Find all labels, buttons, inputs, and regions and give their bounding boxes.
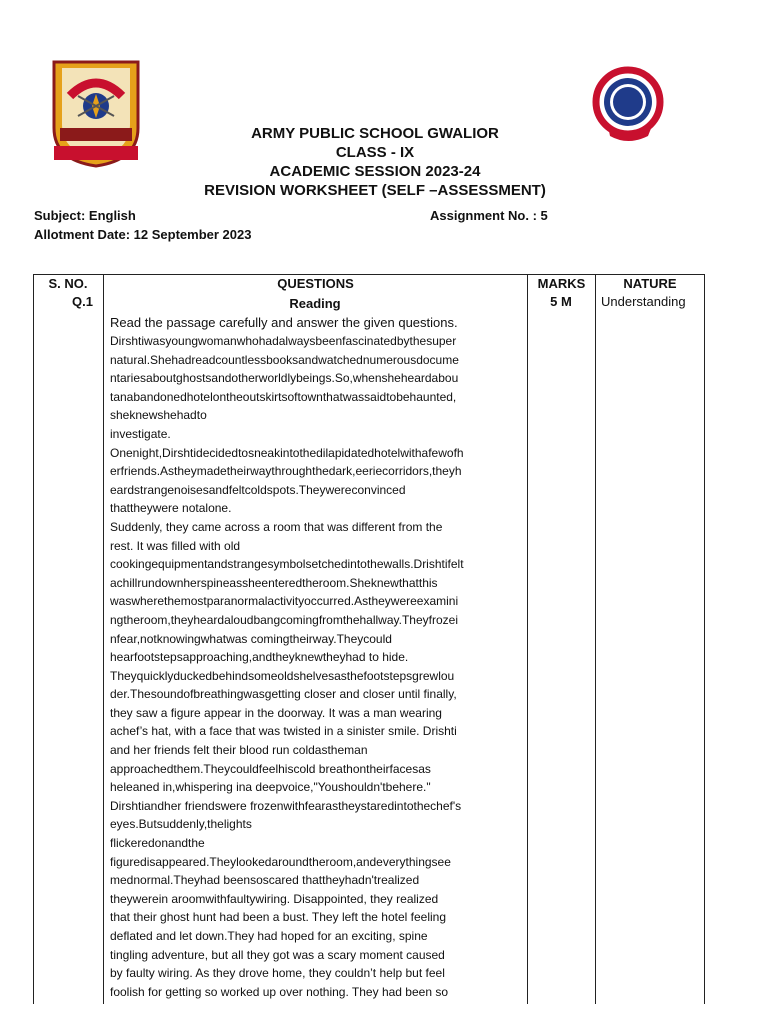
passage-line: Onenight,Dirshtidecidedtosneakintothedilapidatedhotelwithafewofh: [110, 445, 464, 460]
allotment-date: Allotment Date: 12 September 2023: [34, 227, 252, 242]
header-questions: QUESTIONS: [277, 276, 354, 291]
anniversary-badge-logo: [590, 66, 672, 148]
table-right-border: [704, 274, 705, 1004]
passage-line: and her friends felt their blood run coldastheman: [110, 743, 368, 758]
question-instruction: Read the passage carefully and answer the given questions.: [110, 315, 458, 330]
passage-line: cookingequipmentandstrangesymbolsetchedintothewalls.Drishtifelt: [110, 557, 464, 572]
reading-passage: [110, 332, 520, 1001]
passage-line: Theyquicklyduckedbehindsomeoldshelvesasthefootstepsgrewlou: [110, 668, 455, 683]
passage-line: thattheywere notalone.: [110, 501, 232, 516]
passage-line: ntariesaboutghostsandotherworldlybeings.So,whensheheardabou: [110, 371, 459, 386]
questions-table: [33, 274, 705, 1004]
worksheet-header: [150, 124, 600, 200]
passage-line: mednormal.Theyhad beensoscared thattheyhadn'trealized: [110, 873, 420, 888]
question-marks: 5 M: [550, 294, 572, 309]
header-sno: S. NO.: [48, 276, 88, 291]
passage-line: Dirshtiandher friendswere frozenwithfearastheystaredintothechef's: [110, 798, 462, 813]
assignment-number: Assignment No. : 5: [430, 208, 548, 223]
passage-line: eardstrangenoisesandfeltcoldspots.Theywereconvinced: [110, 482, 406, 497]
session-label: ACADEMIC SESSION 2023-24: [269, 163, 481, 180]
question-nature: Understanding: [601, 294, 686, 309]
school-name: ARMY PUBLIC SCHOOL GWALIOR: [251, 125, 499, 142]
passage-line: Suddenly, they came across a room that was different from the: [110, 519, 443, 534]
question-number: Q.1: [72, 294, 93, 309]
column-divider: [527, 274, 528, 1004]
passage-line: eyes.Butsuddenly,thelights: [110, 817, 252, 832]
table-left-border: [33, 274, 34, 1004]
passage-line: nfear,notknowingwhatwas comingtheirway.Theycould: [110, 631, 392, 646]
question-content: [110, 294, 520, 1001]
column-divider: [103, 274, 104, 1004]
passage-line: investigate.: [110, 426, 171, 441]
column-divider: [595, 274, 596, 1004]
passage-line: approachedthem.Theycouldfeelhiscold breathontheirfacesas: [110, 761, 431, 776]
table-top-border: [33, 274, 705, 275]
section-title: Reading: [289, 296, 341, 311]
school-crest-logo: [40, 56, 152, 168]
passage-line: heleaned in,whispering ina deepvoice,"Youshouldn'tbehere.": [110, 780, 431, 795]
passage-line: ngtheroom,theyheardaloudbangcomingfromthehallway.Theyfrozei: [110, 612, 458, 627]
passage-line: theywerein aroomwithfaultywiring. Disappointed, they realized: [110, 891, 439, 906]
passage-line: rest. It was filled with old: [110, 538, 241, 553]
header-nature: NATURE: [623, 276, 677, 291]
class-label: CLASS - IX: [335, 144, 415, 161]
passage-line: achef’s hat, with a face that was twisted in a sinister smile. Drishti: [110, 724, 457, 739]
passage-line: they saw a figure appear in the doorway. It was a man wearing: [110, 705, 442, 720]
passage-line: der.Thesoundofbreathingwasgetting closer and closer until finally,: [110, 687, 457, 702]
passage-line: Dirshtiwasyoungwomanwhohadalwaysbeenfascinatedbythesuper: [110, 334, 457, 348]
worksheet-title: REVISION WORKSHEET (SELF –ASSESSMENT): [204, 182, 546, 199]
header-marks: MARKS: [537, 276, 586, 291]
passage-line: that their ghost hunt had been a bust. They left the hotel feeling: [110, 910, 447, 925]
passage-line: by faulty wiring. As they drove home, they couldn’t help but feel: [110, 966, 445, 981]
passage-line: erfriends.Astheymadetheirwaythroughthedark,eeriecorridors,theyh: [110, 464, 462, 479]
passage-line: tanabandonedhotelontheoutskirtsoftownthatwassaidtobehaunted,: [110, 389, 457, 404]
passage-line: sheknewshehadto: [110, 408, 207, 423]
passage-line: foolish for getting so worked up over nothing. They had been so: [110, 984, 448, 999]
passage-line: figuredisappeared.Theylookedaroundtheroom,andeverythingsee: [110, 854, 451, 869]
passage-line: achillrundownherspineassheenteredtheroom.Sheknewthatthis: [110, 575, 438, 590]
passage-line: natural.Shehadreadcountlessbooksandwatchednumerousdocume: [110, 352, 459, 367]
subject-label: Subject: English: [34, 208, 136, 223]
passage-line: tingling adventure, but all they got was a scary moment caused: [110, 947, 445, 962]
passage-line: flickeredonandthe: [110, 836, 205, 851]
passage-line: waswherethemostparanormalactivityoccurred.Astheywereexamini: [110, 594, 459, 609]
passage-line: hearfootstepsapproaching,andtheyknewtheyhad to hide.: [110, 650, 409, 665]
passage-line: deflated and let down.They had hoped for an exciting, spine: [110, 929, 428, 943]
